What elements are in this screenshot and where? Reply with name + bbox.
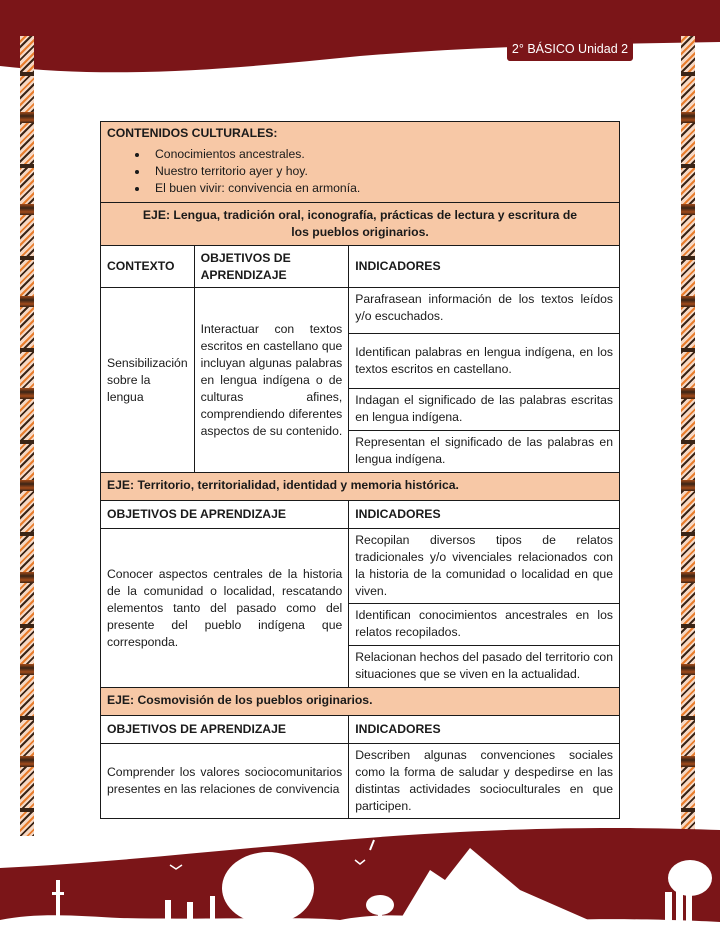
indicador-cell: Indagan el significado de las palabras escritas en lengua indígena. xyxy=(349,389,620,431)
right-decorative-border xyxy=(681,36,695,836)
eje2-title: EJE: Territorio, territorialidad, identidad y memoria histórica. xyxy=(101,473,620,501)
indicador-cell: Parafrasean información de los textos leídos y/o escuchados. xyxy=(349,288,620,334)
contexto-cell: Sensibilización sobre la lengua xyxy=(101,288,195,473)
eje1-header-row xyxy=(101,246,620,288)
eje3-title-row xyxy=(101,688,620,716)
indicador-cell: Identifican conocimientos ancestrales en los relatos recopilados. xyxy=(349,604,620,646)
header-objetivos: OBJETIVOS DE APRENDIZAJE xyxy=(101,501,349,529)
objetivo-cell: Conocer aspectos centrales de la historia de la comunidad o localidad, rescatando elementos tanto del pasado como del presente del pueblo indígena que corresponda. xyxy=(101,529,349,688)
list-item: • El buen vivir: convivencia en armonía. xyxy=(149,180,613,197)
header-objetivos: OBJETIVOS DE APRENDIZAJE xyxy=(194,246,349,288)
eje1-title: EJE: Lengua, tradición oral, iconografía, prácticas de lectura y escritura de los pueblos originarios. xyxy=(101,203,620,246)
footer-landscape-banner xyxy=(0,820,720,932)
eje1-title-row xyxy=(101,203,620,246)
list-item: • Conocimientos ancestrales. xyxy=(149,146,613,163)
header-objetivos: OBJETIVOS DE APRENDIZAJE xyxy=(101,716,349,744)
contenidos-list xyxy=(107,146,613,197)
contenidos-title: CONTENIDOS CULTURALES: xyxy=(107,126,278,140)
header-indicadores: INDICADORES xyxy=(349,246,620,288)
objetivo-cell: Comprender los valores sociocomunitarios presentes en las relaciones de convivencia xyxy=(101,744,349,819)
indicador-cell: Representan el significado de las palabras en lengua indígena. xyxy=(349,431,620,473)
header-indicadores: INDICADORES xyxy=(349,501,620,529)
contenidos-row xyxy=(101,122,620,203)
table-row xyxy=(101,529,620,604)
list-item: • Nuestro territorio ayer y hoy. xyxy=(149,163,613,180)
indicador-cell: Relacionan hechos del pasado del territorio con situaciones que se viven en la actualidad. xyxy=(349,646,620,688)
left-decorative-border xyxy=(20,36,34,836)
curriculum-table xyxy=(100,121,620,819)
eje2-header-row xyxy=(101,501,620,529)
contenidos-cell xyxy=(101,122,620,203)
eje3-title: EJE: Cosmovisión de los pueblos originarios. xyxy=(101,688,620,716)
table-row xyxy=(101,288,620,334)
header-indicadores: INDICADORES xyxy=(349,716,620,744)
indicador-cell: Identifican palabras en lengua indígena, en los textos escritos en castellano. xyxy=(349,334,620,389)
indicador-cell: Recopilan diversos tipos de relatos tradicionales y/o vivenciales relacionados con la historia de la comunidad o localidad en que viven. xyxy=(349,529,620,604)
eje2-title-row xyxy=(101,473,620,501)
indicador-cell: Describen algunas convenciones sociales como la forma de saludar y despedirse en las distintas actividades socioculturales en que participen. xyxy=(349,744,620,819)
header-contexto: CONTEXTO xyxy=(101,246,195,288)
table-row xyxy=(101,744,620,819)
unit-badge: 2° BÁSICO Unidad 2 xyxy=(507,38,633,61)
objetivo-cell: Interactuar con textos escritos en castellano que incluyan algunas palabras en lengua indígena o de culturas afines, comprendiendo diferentes aspectos de su contenido. xyxy=(194,288,349,473)
eje3-header-row xyxy=(101,716,620,744)
